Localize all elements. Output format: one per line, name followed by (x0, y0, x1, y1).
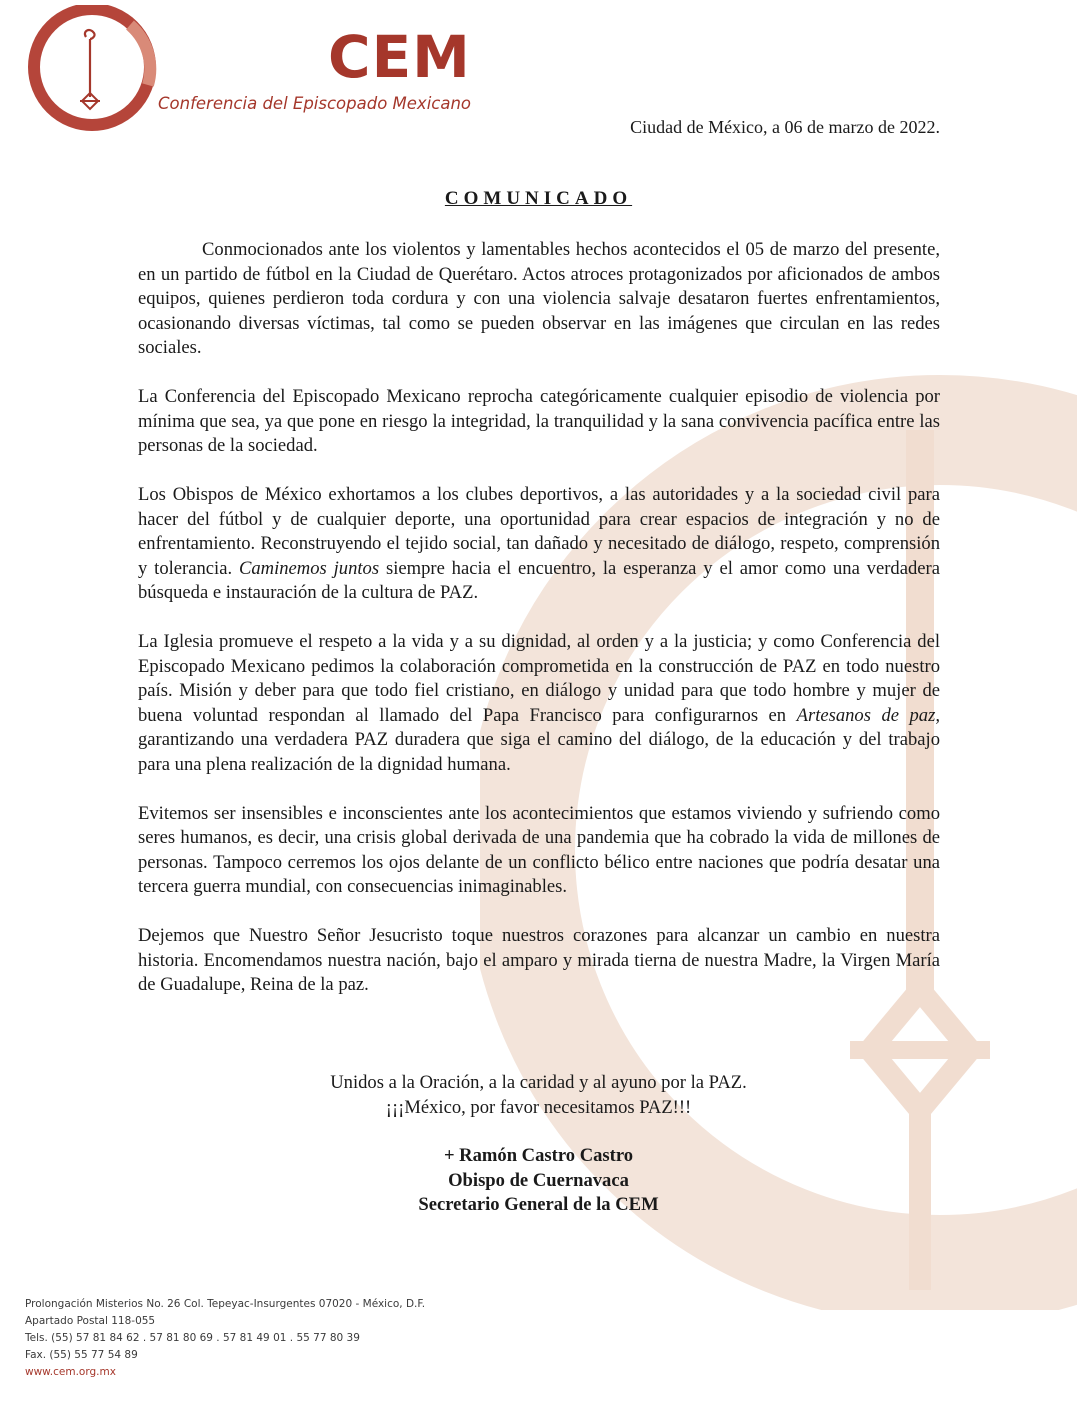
closing-lines (0, 1071, 1077, 1120)
paragraph-3-emphasis: Caminemos juntos (238, 557, 380, 579)
paragraph-3-text-after: siempre hacia el encuentro, la esperanza y el amor como una verdadera búsqueda e instauración de la cultura de PAZ. (138, 557, 940, 603)
footer (25, 1296, 425, 1381)
footer-address: Prolongación Misterios No. 26 Col. Tepeyac-Insurgentes 07020 - México, D.F. (25, 1298, 426, 1310)
footer-fax: Fax. (55) 55 77 54 89 (25, 1349, 138, 1361)
closing-line-2: ¡¡¡México, por favor necesitamos PAZ!!! (385, 1096, 692, 1118)
paragraph-4-text-before: La Iglesia promueve el respeto a la vida y a su dignidad, al orden y a la justicia; y como Conferencia del Episcopado Mexicano pedimos la colaboración comprometida en la construcción de PAZ en todo nuestro país. Misión y deber para que todo fiel cristiano, en diálogo y unidad para que todo hombre y mujer de buena voluntad respondan al llamado del Papa Francisco para configurarnos en (138, 631, 940, 726)
closing-line-1: Unidos a la Oración, a la caridad y al ayuno por la PAZ. (330, 1072, 747, 1093)
logo-organization-name: Conferencia del Episcopado Mexicano (158, 94, 472, 113)
signature-name: + Ramón Castro Castro (443, 1145, 634, 1166)
footer-phones: Tels. (55) 57 81 84 62 . 57 81 80 69 . 57 81 49 01 . 55 77 80 39 (25, 1332, 360, 1344)
paragraph-1: Conmocionados ante los violentos y lamentables hechos acontecidos el 05 de marzo del presente, en un partido de fútbol en la Ciudad de Querétaro. Actos atroces protagonizados por aficionados de ambos equipos, quienes perdieron toda cordura y con una violencia salvaje desataron fuertes enfrentamientos, ocasionando diversas víctimas, tal como se pueden observar en las imágenes que circulan en las redes sociales. (138, 239, 940, 358)
paragraph-4-text-after: garantizando una verdadera PAZ duradera que siga el camino del diálogo, de la educación y del trabajo para una plena realización de la dignidad humana. (138, 729, 940, 775)
footer-website-link[interactable]: www.cem.org.mx (25, 1366, 116, 1378)
paragraph-4 (138, 630, 940, 777)
document-body (138, 238, 940, 1022)
signature-role: Obispo de Cuernavaca (448, 1169, 629, 1191)
paragraph-4-emphasis: Artesanos de paz, (796, 704, 940, 726)
footer-po-box: Apartado Postal 118-055 (25, 1315, 156, 1327)
logo-abbreviation: CEM (328, 23, 471, 91)
signature-office: Secretario General de la CEM (418, 1194, 659, 1215)
paragraph-3 (138, 483, 940, 606)
paragraph-5: Evitemos ser insensibles e inconscientes ante los acontecimientos que estamos viviendo y sufriendo como seres humanos, es decir, una crisis global derivada de una pandemia que ha cobrado la vida de millones de personas. Tampoco cerremos los ojos delante de un conflicto bélico entre naciones que podría desatar una tercera guerra mundial, con consecuencias inimaginables. (138, 802, 940, 897)
cem-logo-icon (20, 5, 170, 135)
signature-block (0, 1144, 1077, 1218)
document-title: COMUNICADO (444, 188, 633, 209)
paragraph-6: Dejemos que Nuestro Señor Jesucristo toque nuestros corazones para alcanzar un cambio en nuestra historia. Encomendamos nuestra nación, bajo el amparo y mirada tierna de nuestra Madre, la Virgen María de Guadalupe, Reina de la paz. (138, 925, 940, 995)
document-date: Ciudad de México, a 06 de marzo de 2022. (630, 117, 940, 137)
paragraph-2: La Conferencia del Episcopado Mexicano reprocha categóricamente cualquier episodio de violencia por mínima que sea, ya que pone en riesgo la integridad, la tranquilidad y la sana convivencia pacífica entre las personas de la sociedad. (138, 386, 940, 456)
paragraph-3-text-before: Los Obispos de México exhortamos a los clubes deportivos, a las autoridades y a la sociedad civil para hacer del fútbol y de cualquier deporte, una oportunidad para crear espacios de integración y no de enfrentamiento. Reconstruyendo el tejido social, tan dañado y necesitado de diálogo, respeto, comprensión y tolerancia. (138, 484, 940, 579)
